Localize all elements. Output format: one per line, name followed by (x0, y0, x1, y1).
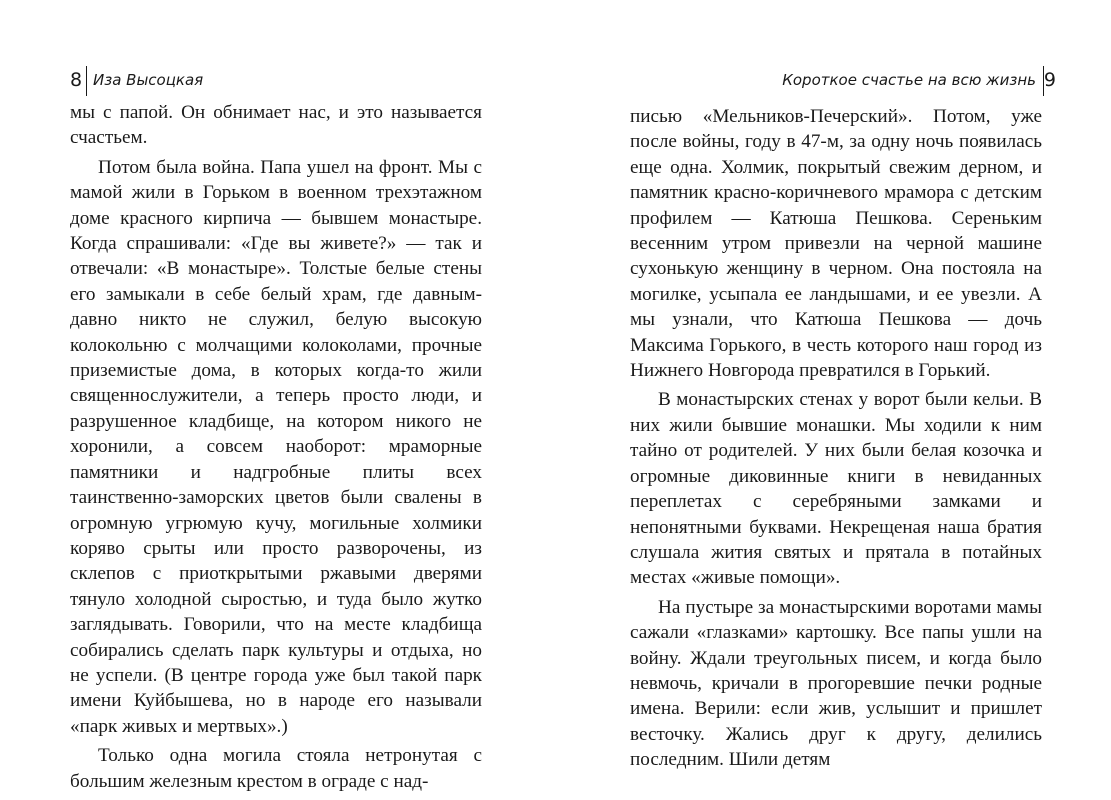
right-page-number: 9 (1043, 69, 1056, 91)
right-page-text (630, 104, 1042, 773)
left-paragraph-1: мы с папой. Он обнимает нас, и это называется счастьем. (70, 102, 482, 149)
right-running-head-title: Короткое счастье на всю жизнь (782, 71, 1036, 89)
left-running-head-title: Иза Высоцкая (93, 71, 204, 89)
right-paragraph-3: На пустыре за монастырскими воротами мамы сажали «глазками» картошку. Все папы ушли на войну. Ждали треугольных писем, и когда было невмочь, кричали в прогоревшие печки родные имена. Верили: если жив, услышит и пришлет весточку. Жались друг к другу, делились последним. Шили детям (630, 596, 1042, 771)
left-page-text (70, 100, 482, 794)
right-paragraph-1: писью «Мельников-Печерский». Потом, уже после войны, году в 47-м, за одну ночь появилась еще одна. Холмик, покрытый свежим дерном, и памятник красно-коричневого мрамора с детским профилем — Катюша Пешкова. Сереньким весенним утром привезли на черной машине сухонькую женщину в черном. Она постояла на могилке, усыпала ее ландышами, и ее увезли. А мы узнали, что Катюша Пешкова — дочь Максима Горького, в честь которого наш город из Нижнего Новгорода превратился в Горький. (630, 106, 1042, 382)
left-page-number: 8 (70, 69, 83, 91)
left-paragraph-3: Только одна могила стояла нетронутая с большим железным крестом в ограде с над- (70, 745, 482, 792)
right-page (630, 66, 1056, 773)
left-running-head (70, 66, 482, 94)
right-running-head (630, 66, 1056, 94)
left-paragraph-2: Потом была война. Папа ушел на фронт. Мы с мамой жили в Горьком в военном трехэтажном доме красного кирпича — бывшем монастыре. Когда спрашивали: «Где вы живете?» — так и отвечали: «В монастыре». Толстые белые стены его замыкали в себе белый храм, где давным-давно никто не служил, белую высокую колокольню с молчащими колоколами, прочные приземистые дома, в которых когда-то жили священнослужители, а теперь просто люди, и разрушенное кладбище, на котором никого не хоронили, а совсем наоборот: мраморные памятники и надгробные плиты всех таинственно-заморских цветов были свалены в огромную угрюмую кучу, могильные холмики коряво срыты или просто разворочены, из склепов с приоткрытыми ржавыми дверями тянуло холодной сыростью, и туда было жутко заглядывать. Говорили, что на месте кладбища собирались сделать парк культуры и отдыха, но не успели. (В центре города уже был такой парк имени Куйбышева, но в народе его называли «парк живых и мертвых».) (70, 156, 482, 737)
left-header-divider (86, 66, 87, 96)
right-paragraph-2: В монастырских стенах у ворот были кельи. В них жили бывшие монашки. Мы ходили к ним тайно от родителей. У них были белая козочка и огромные диковинные книги в невиданных переплетах с серебряными замками и непонятными буквами. Некрещеная наша братия слушала жития святых и прятала в потайных местах «живые помощи». (630, 389, 1042, 589)
left-page (70, 66, 482, 794)
